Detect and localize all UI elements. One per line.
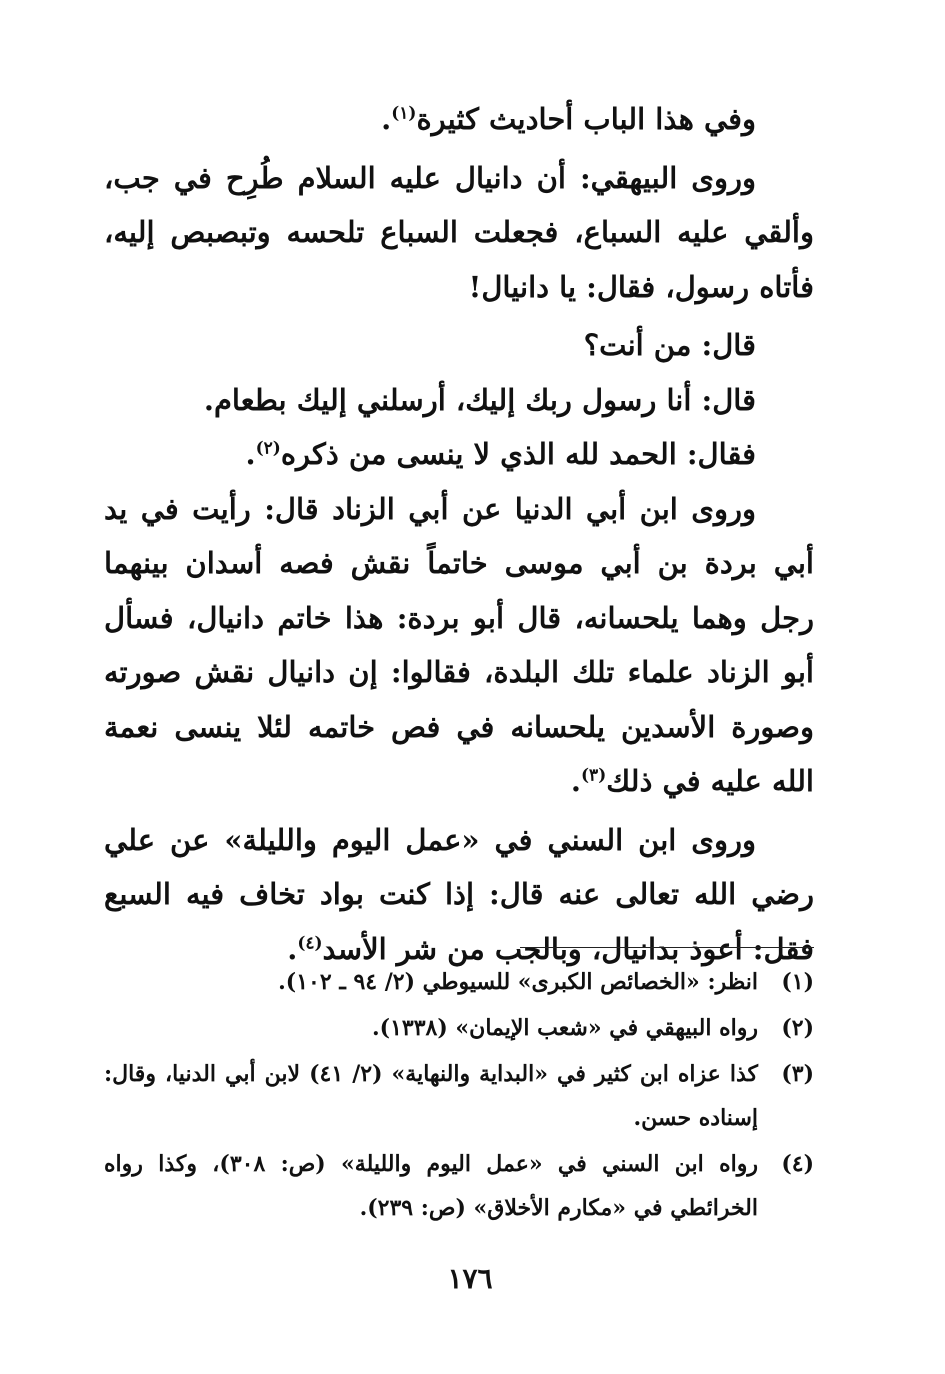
paragraph-7-text: وروى ابن السني في «عمل اليوم والليلة» عن علي رضي الله تعالى عنه قال: إذا كنت بواد تخاف فيه السبع فقل: أعوذ بدانيال، وبالجب من شر الأسد xyxy=(104,822,814,966)
footnote-4 xyxy=(104,1142,814,1230)
paragraph-6-end: . xyxy=(570,764,581,798)
footnote-ref-2: (٢) xyxy=(255,438,281,459)
footnote-number: (٣) xyxy=(781,1061,814,1087)
paragraph-7 xyxy=(104,813,814,977)
paragraph-6 xyxy=(104,482,814,809)
paragraph-4: قال: أنا رسول ربك إليك، أرسلني إليك بطعام. xyxy=(203,382,756,417)
footnote-ref-1: (١) xyxy=(391,103,417,124)
main-text xyxy=(104,92,814,976)
footnote-2 xyxy=(104,1006,814,1050)
paragraph-2: وروى البيهقي: أن دانيال عليه السلام طُرِح في جب، وألقي عليه السباع، فجعلت السباع تلحسه وتبصبص إليه، فأتاه رسول، فقال: يا دانيال! xyxy=(104,160,814,304)
footnote-divider xyxy=(520,947,814,948)
footnote-number: (٤) xyxy=(781,1151,814,1177)
page-number: ١٧٦ xyxy=(447,1262,493,1295)
footnote-3 xyxy=(104,1052,814,1140)
paragraph-1 xyxy=(104,92,814,147)
footnotes xyxy=(104,960,814,1232)
footnote-text: انظر: «الخصائص الكبرى» للسيوطي (٢/ ٩٤ ـ ١٠٢). xyxy=(278,969,758,995)
paragraph-6-text: وروى ابن أبي الدنيا عن أبي الزناد قال: رأيت في يد أبي بردة بن أبي موسى خاتماً نقش فصه أسدان بينهما رجل وهما يلحسانه، قال أبو بردة: هذا خاتم دانيال، فسأل أبو الزناد علماء تلك البلدة، فقالوا: إن دانيال نقش صورته وصورة الأسدين يلحسانه في فص خاتمه لئلا ينسى نعمة الله عليه في ذلك xyxy=(104,491,814,798)
footnote-text: رواه البيهقي في «شعب الإيمان» (١٣٣٨). xyxy=(372,1015,758,1041)
paragraph-3: قال: من أنت؟ xyxy=(583,328,756,362)
footnote-number: (٢) xyxy=(781,1015,814,1041)
footnote-1 xyxy=(104,960,814,1004)
paragraph-1-text: وفي هذا الباب أحاديث كثيرة xyxy=(416,102,756,136)
paragraph-1-end: . xyxy=(381,102,392,136)
footnote-ref-4: (٤) xyxy=(297,932,323,953)
footnote-ref-3: (٣) xyxy=(581,765,607,786)
footnote-text: رواه ابن السني في «عمل اليوم والليلة» (ص: ٣٠٨)، وكذا رواه الخرائطي في «مكارم الأخلاق» (ص: ٢٣٩). xyxy=(104,1151,758,1221)
footnote-number: (١) xyxy=(781,969,814,995)
footnote-text: كذا عزاه ابن كثير في «البداية والنهاية» (٢/ ٤١) لابن أبي الدنيا، وقال: إسناده حسن. xyxy=(104,1061,758,1131)
paragraph-5-end: . xyxy=(245,437,256,471)
paragraph-5-text: فقال: الحمد لله الذي لا ينسى من ذكره xyxy=(280,437,756,471)
paragraph-5 xyxy=(104,427,814,482)
paragraph-7-end: . xyxy=(287,931,298,966)
